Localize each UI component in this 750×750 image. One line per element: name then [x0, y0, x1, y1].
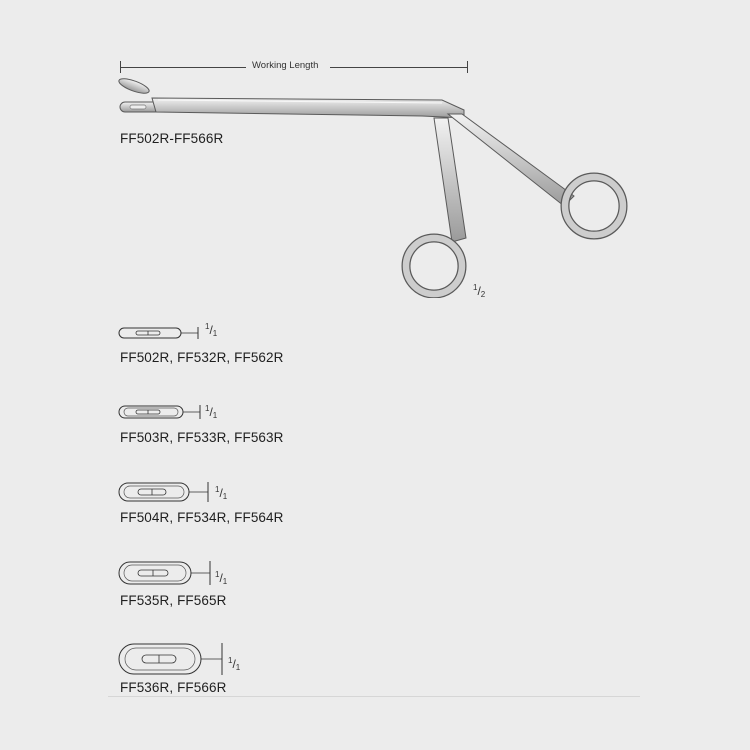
rongeur-instrument-illustration [112, 78, 632, 298]
tip-diagram [118, 481, 210, 503]
instrument-jaw [117, 78, 160, 112]
tip-models-label: FF536R, FF566R [120, 680, 227, 695]
tip-diagram [118, 404, 202, 420]
working-length-dimension [120, 60, 468, 76]
main-scale: $^1/_2$ [473, 283, 486, 299]
scale-numerator: 1 [215, 570, 220, 579]
tip-models-label: FF503R, FF533R, FF563R [120, 430, 284, 445]
scale-denominator: 2 [480, 290, 486, 299]
dimension-line-right [330, 67, 468, 68]
scale-denominator: 1 [222, 492, 228, 501]
scale-numerator: 1 [205, 404, 210, 413]
scale-numerator: 1 [228, 656, 233, 665]
tip-models-label: FF504R, FF534R, FF564R [120, 510, 284, 525]
scale-denominator: 1 [222, 577, 228, 586]
tip-scale: $^1/_1$ [205, 322, 218, 338]
scale-denominator: 1 [212, 329, 218, 338]
instrument-shaft [152, 98, 464, 118]
footer-divider [108, 696, 640, 697]
tip-scale: $^1/_1$ [228, 656, 241, 672]
scale-numerator: 1 [473, 283, 478, 292]
tip-diagram [118, 642, 224, 676]
scale-denominator: 1 [212, 411, 218, 420]
scale-numerator: 1 [215, 485, 220, 494]
instrument-front-handle [434, 118, 466, 242]
tip-models-label: FF535R, FF565R [120, 593, 227, 608]
instrument-rear-handle [448, 114, 574, 206]
scale-numerator: 1 [205, 322, 210, 331]
tip-diagram [118, 326, 200, 340]
dimension-line-left [120, 67, 246, 68]
tip-models-label: FF502R, FF532R, FF562R [120, 350, 284, 365]
working-length-label: Working Length [252, 60, 319, 71]
tip-scale: $^1/_1$ [215, 570, 228, 586]
model-range-label: FF502R-FF566R [120, 131, 224, 146]
dimension-end-tick [467, 61, 468, 73]
tip-scale: $^1/_1$ [205, 404, 218, 420]
scale-denominator: 1 [235, 663, 241, 672]
tip-diagram [118, 560, 212, 586]
tip-scale: $^1/_1$ [215, 485, 228, 501]
